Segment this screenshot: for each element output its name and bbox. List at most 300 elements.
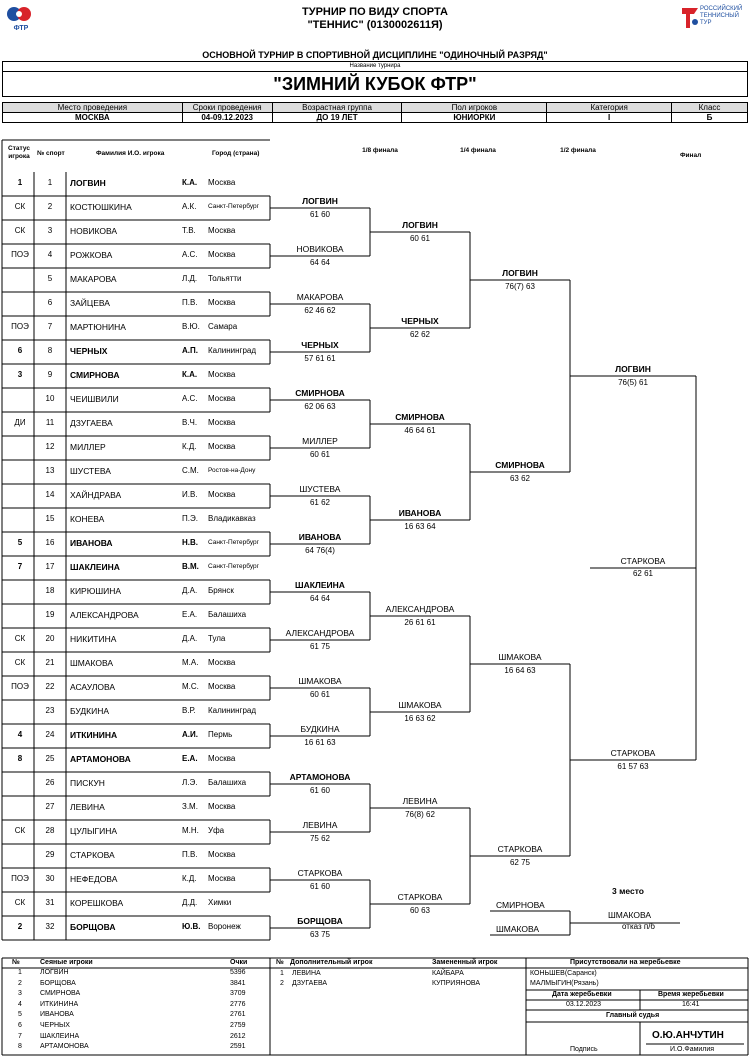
seeded-num: 4	[18, 1000, 22, 1008]
winner-name: ШАКЛЕИНА	[295, 580, 345, 590]
winner-score: 26 61 61	[404, 618, 436, 627]
winner-name: ШМАКОВА	[498, 652, 542, 662]
player-draw-number: 10	[45, 394, 55, 403]
extra-header-num: №	[276, 959, 284, 966]
round-winner	[380, 700, 460, 710]
third-place-result: отказ п/б	[622, 922, 655, 931]
player-row	[2, 340, 272, 364]
round-winner	[380, 220, 460, 230]
draw-time-label: Время жеребьевки	[658, 991, 724, 998]
round-winner	[280, 724, 360, 734]
col-sf: 1/2 финала	[560, 147, 596, 154]
player-draw-number: 12	[45, 442, 55, 451]
player-city: Москва	[208, 178, 236, 187]
player-row	[2, 700, 272, 724]
winner-score: 62 62	[409, 330, 431, 339]
player-draw-number: 22	[45, 682, 55, 691]
winner-name: ИВАНОВА	[398, 508, 442, 518]
player-row	[2, 772, 272, 796]
winner-score: 60 61	[309, 690, 331, 699]
winner-name: ИВАНОВА	[298, 532, 342, 542]
winner-name: ЛОГВИН	[502, 268, 538, 278]
seeded-name: ШАКЛЕИНА	[40, 1032, 80, 1040]
player-name: КОРЕШКОВА	[70, 898, 124, 908]
player-city: Тольятти	[208, 274, 242, 283]
seeded-name: АРТАМОНОВА	[40, 1043, 89, 1051]
tournament-name: "ЗИМНИЙ КУБОК ФТР"	[273, 74, 477, 94]
player-initials: М.А.	[182, 658, 199, 667]
seeded-points: 3841	[230, 979, 246, 987]
player-city: Балашиха	[208, 778, 247, 787]
discipline-title: ОСНОВНОЙ ТУРНИР В СПОРТИВНОЙ ДИСЦИПЛИНЕ "ОДИНОЧНЫЙ РАЗРЯД"	[202, 50, 548, 60]
player-row	[2, 916, 272, 940]
player-name: МАРТЮНИНА	[70, 322, 126, 332]
info-label-dates: Сроки проведения	[182, 103, 272, 113]
player-city: Санкт-Петербург	[208, 539, 259, 546]
player-name: ШМАКОВА	[70, 658, 114, 668]
winner-name: СТАРКОВА	[610, 748, 656, 758]
player-initials: В.Ч.	[182, 418, 198, 427]
winner-name: БОРЩОВА	[297, 916, 343, 926]
seeded-num: 1	[18, 969, 22, 976]
header-line2: "ТЕННИС" (0130002611Я)	[307, 19, 443, 31]
round-winner	[380, 796, 460, 806]
winner-score-wrap	[280, 449, 360, 459]
winner-score-wrap	[280, 929, 360, 939]
round-winner	[593, 364, 673, 374]
info-value-place: МОСКВА	[3, 113, 183, 123]
seeded-points: 3709	[230, 990, 246, 998]
winner-score: 57 61 61	[304, 354, 336, 363]
player-row	[2, 292, 272, 316]
player-row	[2, 460, 272, 484]
extra-replaced: КУПРИЯНОВА	[432, 980, 480, 987]
player-row	[2, 820, 272, 844]
player-city: Москва	[208, 298, 236, 307]
player-row	[2, 724, 272, 748]
extra-num: 1	[280, 970, 284, 977]
player-draw-number: 24	[45, 730, 55, 739]
player-status: 4	[17, 730, 23, 739]
player-row	[2, 220, 272, 244]
player-row	[2, 556, 272, 580]
info-value-class: Б	[672, 113, 748, 123]
rtt-logo-line1: РОССИЙСКИЙ	[700, 6, 743, 12]
player-city: Москва	[208, 874, 236, 883]
winner-score: 60 61	[409, 234, 431, 243]
player-draw-number: 15	[45, 514, 55, 523]
player-name: ЧЕИШВИЛИ	[70, 394, 119, 404]
winner-score-wrap	[380, 713, 460, 723]
player-draw-number: 27	[45, 802, 55, 811]
player-status: ПОЭ	[11, 250, 29, 259]
rtt-logo-line3: ТУР	[700, 20, 712, 26]
round-winner	[593, 748, 673, 758]
round-winner	[280, 580, 360, 590]
seeded-name: ЧЕРНЫХ	[40, 1022, 70, 1029]
seeded-points: 2759	[230, 1022, 246, 1029]
seeded-name: ИВАНОВА	[40, 1011, 74, 1019]
winner-score-wrap	[593, 377, 673, 387]
winner-score: 60 63	[409, 906, 431, 915]
winner-score: 63 62	[509, 474, 531, 483]
winner-name: АЛЕКСАНДРОВА	[285, 628, 355, 638]
player-status: ПОЭ	[11, 682, 29, 691]
player-row	[2, 412, 272, 436]
judge-name: О.Ю.АНЧУТИН	[652, 1030, 724, 1041]
player-city: Санкт-Петербург	[208, 563, 259, 570]
player-name: ДЗУГАЕВА	[70, 418, 113, 428]
winner-score-wrap	[280, 305, 360, 315]
winner-score: 61 60	[309, 786, 331, 795]
header-line1: ТУРНИР ПО ВИДУ СПОРТА	[302, 6, 448, 18]
round-winner	[280, 868, 360, 878]
info-value-dates: 04-09.12.2023	[182, 113, 272, 123]
winner-score-wrap	[280, 257, 360, 267]
winner-score-wrap	[280, 737, 360, 747]
player-name: ИВАНОВА	[70, 538, 113, 548]
player-initials: Н.В.	[182, 538, 198, 547]
winner-score-wrap	[593, 761, 673, 771]
round-winner	[280, 244, 360, 254]
player-name: ЛЕВИНА	[70, 802, 105, 812]
player-city: Владикавказ	[208, 514, 256, 523]
winner-name: СТАРКОВА	[297, 868, 343, 878]
player-name: НИКИТИНА	[70, 634, 117, 644]
third-place-player1: СМИРНОВА	[496, 900, 545, 910]
winner-score: 61 62	[309, 498, 331, 507]
winner-score-wrap	[280, 209, 360, 219]
player-initials: Д.А.	[182, 634, 198, 643]
player-initials: Т.В.	[182, 226, 196, 235]
round-winner	[280, 436, 360, 446]
player-row	[2, 172, 272, 196]
player-initials: Д.Д.	[182, 898, 198, 907]
seeded-points: 2761	[230, 1011, 246, 1019]
player-status: СК	[14, 226, 26, 235]
winner-score: 76(8) 62	[405, 810, 435, 819]
extra-num: 2	[280, 980, 284, 987]
player-row	[2, 532, 272, 556]
player-city: Ростов-на-Дону	[208, 467, 256, 474]
player-city: Калининград	[208, 706, 257, 715]
player-name: ШУСТЕВА	[70, 466, 111, 476]
winner-score: 16 63 62	[404, 714, 436, 723]
winner-score: 61 75	[309, 642, 331, 651]
winner-score: 16 63 64	[404, 522, 436, 531]
winner-score: 61 60	[309, 882, 331, 891]
player-name: НЕФЕДОВА	[70, 874, 118, 884]
winner-name: СМИРНОВА	[295, 388, 345, 398]
player-initials: П.В.	[182, 850, 198, 859]
col-city: Город (страна)	[212, 150, 260, 157]
round-winner	[480, 460, 560, 470]
seeded-name: ЛОГВИН	[40, 969, 69, 976]
player-name: ЦУЛЫГИНА	[70, 826, 118, 836]
player-row	[2, 436, 272, 460]
winner-name: ШУСТЕВА	[299, 484, 341, 494]
player-row	[2, 892, 272, 916]
player-draw-number: 19	[45, 610, 55, 619]
player-name: МАКАРОВА	[70, 274, 117, 284]
winner-score: 64 64	[309, 594, 331, 603]
info-label-class: Класс	[672, 103, 748, 113]
player-initials: В.Ю.	[182, 322, 200, 331]
player-initials: А.И.	[182, 730, 198, 739]
round-winner	[280, 292, 360, 302]
winner-score-wrap	[280, 401, 360, 411]
seeded-points: 2591	[230, 1043, 246, 1051]
winner-score: 64 64	[309, 258, 331, 267]
player-name: ИТКИНИНА	[70, 730, 118, 740]
player-initials: И.В.	[182, 490, 198, 499]
player-initials: А.К.	[182, 202, 197, 211]
sign-label: Подпись	[570, 1046, 598, 1053]
winner-score-wrap	[280, 497, 360, 507]
champion-name: СТАРКОВА	[620, 556, 666, 566]
seeded-header-num: №	[12, 959, 20, 966]
player-status: 3	[17, 370, 23, 379]
draw-date-label: Дата жеребьевки	[552, 991, 612, 998]
player-status: 5	[17, 538, 23, 547]
player-name: АРТАМОНОВА	[70, 754, 131, 764]
winner-score: 61 60	[309, 210, 331, 219]
seeded-points: 2776	[230, 1000, 246, 1008]
player-draw-number: 7	[47, 322, 53, 331]
player-initials: С.М.	[182, 466, 199, 475]
info-label-place: Место проведения	[3, 103, 183, 113]
winner-score: 75 62	[309, 834, 331, 843]
player-draw-number: 9	[47, 370, 53, 379]
draw-time: 16:41	[682, 1001, 700, 1008]
winner-score-wrap	[380, 329, 460, 339]
col-name: Фамилия И.О. игрока	[96, 150, 165, 157]
player-draw-number: 30	[45, 874, 55, 883]
logo-text: ФТР	[13, 25, 29, 32]
seeded-num: 2	[18, 979, 22, 987]
player-status: 1	[17, 178, 23, 187]
player-name: АСАУЛОВА	[70, 682, 116, 692]
present-header: Присутствовали на жеребьевке	[570, 959, 681, 966]
player-initials: А.С.	[182, 250, 198, 259]
seeded-name: ИТКИНИНА	[40, 1000, 79, 1008]
player-name: КОСТЮШКИНА	[70, 202, 132, 212]
player-city: Москва	[208, 658, 236, 667]
info-value-age: ДО 19 ЛЕТ	[272, 113, 402, 123]
player-name: НОВИКОВА	[70, 226, 118, 236]
present-name: МАЛМЫГИН(Рязань)	[530, 980, 599, 987]
winner-score-wrap	[280, 545, 360, 555]
winner-name: ШМАКОВА	[298, 676, 342, 686]
player-draw-number: 14	[45, 490, 55, 499]
winner-name: ЧЕРНЫХ	[401, 316, 439, 326]
name-label: Название турнира	[349, 63, 401, 69]
winner-score: 63 75	[309, 930, 331, 939]
winner-score-wrap	[280, 641, 360, 651]
player-initials: П.В.	[182, 298, 198, 307]
player-city: Москва	[208, 250, 236, 259]
player-initials: Д.А.	[182, 586, 198, 595]
winner-name: ЛОГВИН	[402, 220, 438, 230]
player-city: Химки	[208, 898, 232, 907]
winner-score: 61 57 63	[617, 762, 649, 771]
info-label-gender: Пол игроков	[402, 103, 547, 113]
round-winner	[380, 604, 460, 614]
player-status: ДИ	[14, 418, 26, 427]
player-city: Санкт-Петербург	[208, 203, 259, 210]
winner-score-wrap	[480, 857, 560, 867]
player-city: Тула	[208, 634, 226, 643]
player-draw-number: 13	[45, 466, 55, 475]
draw-date: 03.12.2023	[566, 1001, 602, 1008]
round-winner	[380, 508, 460, 518]
player-name: ШАКЛЕИНА	[70, 562, 120, 572]
round-winner	[480, 844, 560, 854]
info-value-gender: ЮНИОРКИ	[402, 113, 547, 123]
player-row	[2, 268, 272, 292]
player-status: 2	[17, 922, 23, 931]
player-initials: Е.А.	[182, 754, 198, 763]
col-final: Финал	[680, 152, 702, 159]
player-draw-number: 17	[45, 562, 55, 571]
winner-name: ЛЕВИНА	[302, 820, 338, 830]
player-row	[2, 796, 272, 820]
player-city: Москва	[208, 370, 236, 379]
round-winner	[280, 340, 360, 350]
player-name: МИЛЛЕР	[70, 442, 106, 452]
extra-name: ДЗУГАЕВА	[292, 980, 328, 987]
champion-score: 62 61	[632, 569, 654, 578]
player-row	[2, 508, 272, 532]
round-winner	[280, 628, 360, 638]
present-name: КОНЬШЕВ(Саранск)	[530, 970, 597, 977]
player-draw-number: 20	[45, 634, 55, 643]
player-draw-number: 31	[45, 898, 55, 907]
seeded-num: 6	[18, 1022, 22, 1029]
player-city: Балашиха	[208, 610, 247, 619]
player-initials: М.Н.	[182, 826, 199, 835]
player-draw-number: 32	[45, 922, 55, 931]
player-draw-number: 28	[45, 826, 55, 835]
winner-name: ЧЕРНЫХ	[301, 340, 339, 350]
player-city: Воронеж	[208, 922, 241, 931]
judge-label: Главный судья	[606, 1012, 660, 1019]
winner-score-wrap	[480, 281, 560, 291]
player-initials: Е.А.	[182, 610, 198, 619]
player-city: Москва	[208, 850, 236, 859]
player-initials: Ю.В.	[182, 922, 201, 931]
player-draw-number: 6	[47, 298, 53, 307]
round-winner	[280, 676, 360, 686]
player-name: СТАРКОВА	[70, 850, 115, 860]
round-winner	[280, 196, 360, 206]
player-draw-number: 16	[45, 538, 55, 547]
winner-name: МИЛЛЕР	[302, 436, 338, 446]
player-city: Москва	[208, 418, 236, 427]
player-initials: Л.Э.	[182, 778, 198, 787]
winner-score-wrap	[280, 689, 360, 699]
col-status: Статус игрока	[8, 145, 30, 160]
seeded-num: 5	[18, 1011, 22, 1019]
player-initials: В.Р.	[182, 706, 196, 715]
player-draw-number: 1	[47, 178, 53, 187]
player-draw-number: 2	[47, 202, 53, 211]
winner-score-wrap	[380, 809, 460, 819]
round-winner	[280, 772, 360, 782]
player-status: СК	[14, 202, 26, 211]
winner-score: 62 75	[509, 858, 531, 867]
winner-score: 76(7) 63	[505, 282, 535, 291]
round-winner	[480, 652, 560, 662]
player-initials: К.А.	[182, 178, 198, 187]
player-city: Калининград	[208, 346, 257, 355]
player-initials: П.Э.	[182, 514, 198, 523]
player-name: СМИРНОВА	[70, 370, 120, 380]
winner-name: ЛОГВИН	[615, 364, 651, 374]
fio-label: И.О.Фамилия	[670, 1046, 715, 1053]
player-draw-number: 26	[45, 778, 55, 787]
winner-score-wrap	[380, 521, 460, 531]
player-city: Москва	[208, 754, 236, 763]
round-winner	[280, 820, 360, 830]
player-row	[2, 484, 272, 508]
round-winner	[280, 484, 360, 494]
winner-score: 60 61	[309, 450, 331, 459]
player-name: КИРЮШИНА	[70, 586, 122, 596]
round-winner	[380, 412, 460, 422]
player-row	[2, 388, 272, 412]
info-value-category: I	[547, 113, 672, 123]
player-city: Москва	[208, 394, 236, 403]
player-row	[2, 676, 272, 700]
player-name: АЛЕКСАНДРОВА	[70, 610, 139, 620]
player-draw-number: 23	[45, 706, 55, 715]
winner-score-wrap	[480, 473, 560, 483]
seeded-num: 8	[18, 1043, 22, 1051]
player-name: РОЖКОВА	[70, 250, 113, 260]
winner-name: НОВИКОВА	[296, 244, 344, 254]
player-row	[2, 364, 272, 388]
player-name: ПИСКУН	[70, 778, 105, 788]
player-row	[2, 316, 272, 340]
player-draw-number: 4	[47, 250, 53, 259]
player-city: Москва	[208, 802, 236, 811]
player-draw-number: 5	[47, 274, 53, 283]
round-winner	[280, 388, 360, 398]
player-row	[2, 196, 272, 220]
winner-name: ЛЕВИНА	[402, 796, 438, 806]
round-winner	[280, 916, 360, 926]
round-winner	[380, 892, 460, 902]
winner-score-wrap	[280, 593, 360, 603]
player-draw-number: 11	[45, 418, 55, 427]
player-draw-number: 8	[47, 346, 53, 355]
winner-score-wrap	[480, 665, 560, 675]
winner-score: 64 76(4)	[305, 546, 335, 555]
player-draw-number: 21	[45, 658, 55, 667]
info-label-category: Категория	[547, 103, 672, 113]
third-place-label: 3 место	[612, 886, 644, 896]
player-name: ЛОГВИН	[70, 178, 106, 188]
player-city: Москва	[208, 226, 236, 235]
third-place-player2: ШМАКОВА	[496, 924, 540, 934]
player-initials: В.М.	[182, 562, 199, 571]
seeded-num: 7	[18, 1032, 22, 1040]
info-label-age: Возрастная группа	[272, 103, 402, 113]
player-row	[2, 868, 272, 892]
player-row	[2, 652, 272, 676]
winner-name: БУДКИНА	[300, 724, 340, 734]
